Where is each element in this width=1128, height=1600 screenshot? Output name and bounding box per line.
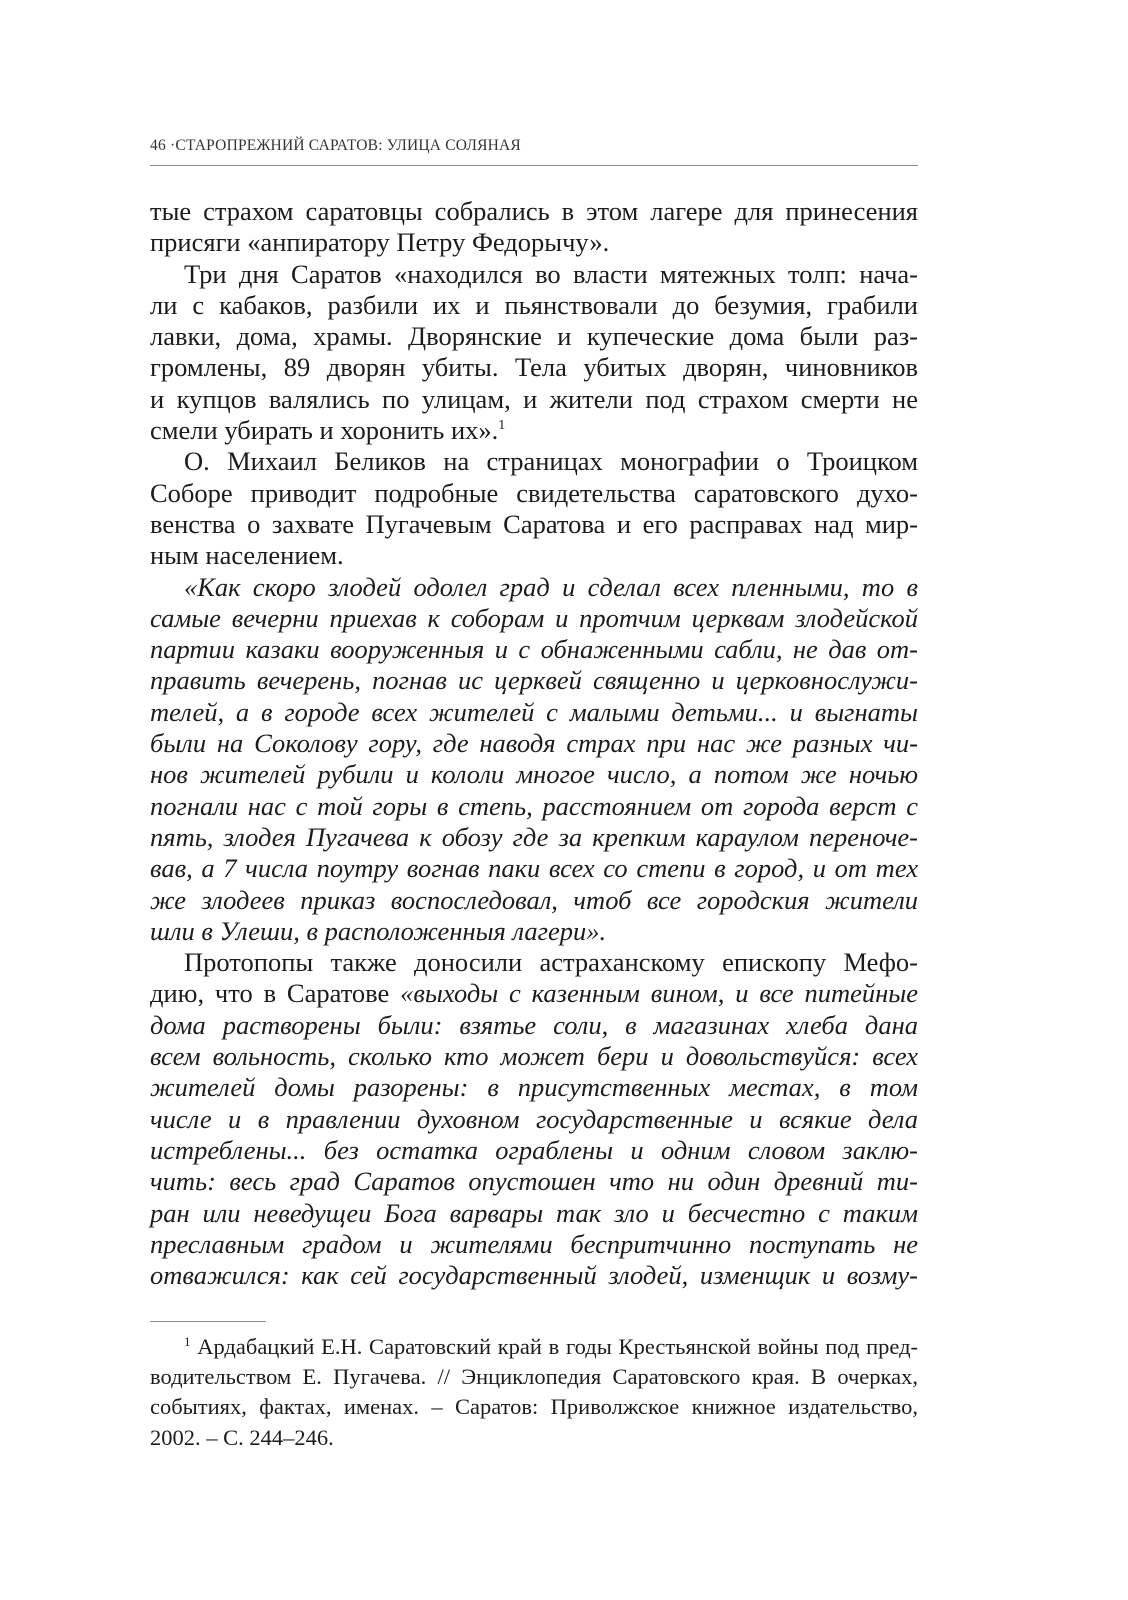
text-line: лавки, дома, храмы. Дворянские и купеческие дома были раз- xyxy=(150,321,918,352)
footnote-line: водительством Е. Пугачева. // Энциклопедия Саратовского края. В очерках, xyxy=(150,1364,918,1390)
text-line: ным населением. xyxy=(150,540,344,571)
footnote-text: Ардабацкий Е.Н. Саратовский край в годы Крестьянской войны под пред- xyxy=(197,1334,919,1359)
text-line: присяги «анпиратору Петру Федорычу». xyxy=(150,227,610,258)
footnote-line: 2002. – С. 244–246. xyxy=(150,1424,334,1450)
quote-line: были на Соколову гору, где наводя страх при нас же разных чи- xyxy=(150,728,918,759)
footnotes xyxy=(150,1332,918,1453)
quote-line: же злодеев приказ воспоследовал, чтоб все городския жители xyxy=(150,884,918,915)
quote-line: нов жителей рубили и кололи многое число, а потом же ночью xyxy=(150,759,918,790)
text-line-content: дию, что в Саратове xyxy=(150,978,401,1009)
quote-line: шли в Улеши, в расположенныя лагери». xyxy=(150,915,607,946)
text-line: О. Михаил Беликов на страницах монографии о Троицком xyxy=(184,446,918,477)
text-line: громлены, 89 дворян убиты. Тела убитых дворян, чиновников xyxy=(150,352,918,383)
text-line xyxy=(150,978,918,1009)
text-line: Три дня Саратов «находился во власти мятежных толп: нача- xyxy=(184,258,918,289)
quote-line: ран или неведущеи Бога варвары так зло и бесчестно с таким xyxy=(150,1197,918,1228)
quote-line: дома растворены были: взятье соли, в магазинах хлеба дана xyxy=(150,1009,918,1040)
text-line: Соборе приводит подробные свидетельства саратовского духо- xyxy=(150,477,918,508)
text-line: тые страхом саратовцы собрались в этом лагере для принесения xyxy=(150,196,918,226)
quote-line: числе и в правлении духовном государственные и всякие дела xyxy=(150,1103,918,1134)
header-separator: · xyxy=(165,137,176,154)
quote-inline: «выходы с казенным вином, и все питейные xyxy=(400,978,918,1009)
footnote-reference[interactable]: 1 xyxy=(498,418,506,434)
quote-line: отважился: как сей государственный злодей, изменщик и возму- xyxy=(150,1260,918,1291)
quote-line: пять, злодея Пугачева к обозу где за крепким караулом переноче- xyxy=(150,821,918,852)
text-line: венства о захвате Пугачевым Саратова и его расправах над мир- xyxy=(150,508,918,539)
text-line: ли с кабаков, разбили их и пьянствовали до безумия, грабили xyxy=(150,289,918,320)
quote-line: жителей домы разорены: в присутственных местах, в том xyxy=(150,1072,918,1103)
quote-line: вав, а 7 числа поутру вогнав паки всех со степи в город, и от тех xyxy=(150,853,918,884)
page-number: 46 xyxy=(150,137,166,154)
quote-line: чить: весь град Саратов опустошен что ни один древний ти- xyxy=(150,1166,918,1197)
footnote-number: 1 xyxy=(184,1334,191,1349)
footnote-line: событиях, фактах, именах. – Саратов: Приволжское книжное издательство, xyxy=(150,1394,918,1420)
quote-line: править вечерень, погнав ис церквей священно и церковнослужи- xyxy=(150,665,918,696)
footnote-line xyxy=(150,1332,918,1362)
quote-line: истреблены... без остатка ограблены и одним словом заклю- xyxy=(150,1134,918,1165)
body-text xyxy=(150,196,918,1291)
text-line xyxy=(150,415,918,446)
quote-line: телей, а в городе всех жителей с малыми детьми... и выгнаты xyxy=(150,696,918,727)
running-title: СТАРОПРЕЖНИЙ САРАТОВ: УЛИЦА СОЛЯНАЯ xyxy=(175,137,521,154)
quote-line: погнали нас с той горы в степь, расстоянием от города верст с xyxy=(150,790,918,821)
quote-line: самые вечерни приехав к соборам и протчим церквам злодейской xyxy=(150,602,918,633)
text-line-content: смели убирать и хоронить их». xyxy=(150,415,499,446)
quote-line: преславным градом и жителями беспритчинно поступать не xyxy=(150,1228,918,1259)
quote-line: «Как скоро злодей одолел град и сделал всех пленными, то в xyxy=(184,571,918,602)
footnote-rule xyxy=(150,1321,266,1322)
header-rule xyxy=(150,165,918,166)
text-line: и купцов валялись по улицам, и жители под страхом смерти не xyxy=(150,383,918,414)
running-head xyxy=(150,137,918,155)
quote-line: всем вольность, сколько кто может бери и довольствуйся: всех xyxy=(150,1041,918,1072)
text-line: Протопопы также доносили астраханскому епископу Мефо- xyxy=(184,947,918,978)
quote-line: партии казаки вооруженныя и с обнаженными сабли, не дав от- xyxy=(150,634,918,665)
